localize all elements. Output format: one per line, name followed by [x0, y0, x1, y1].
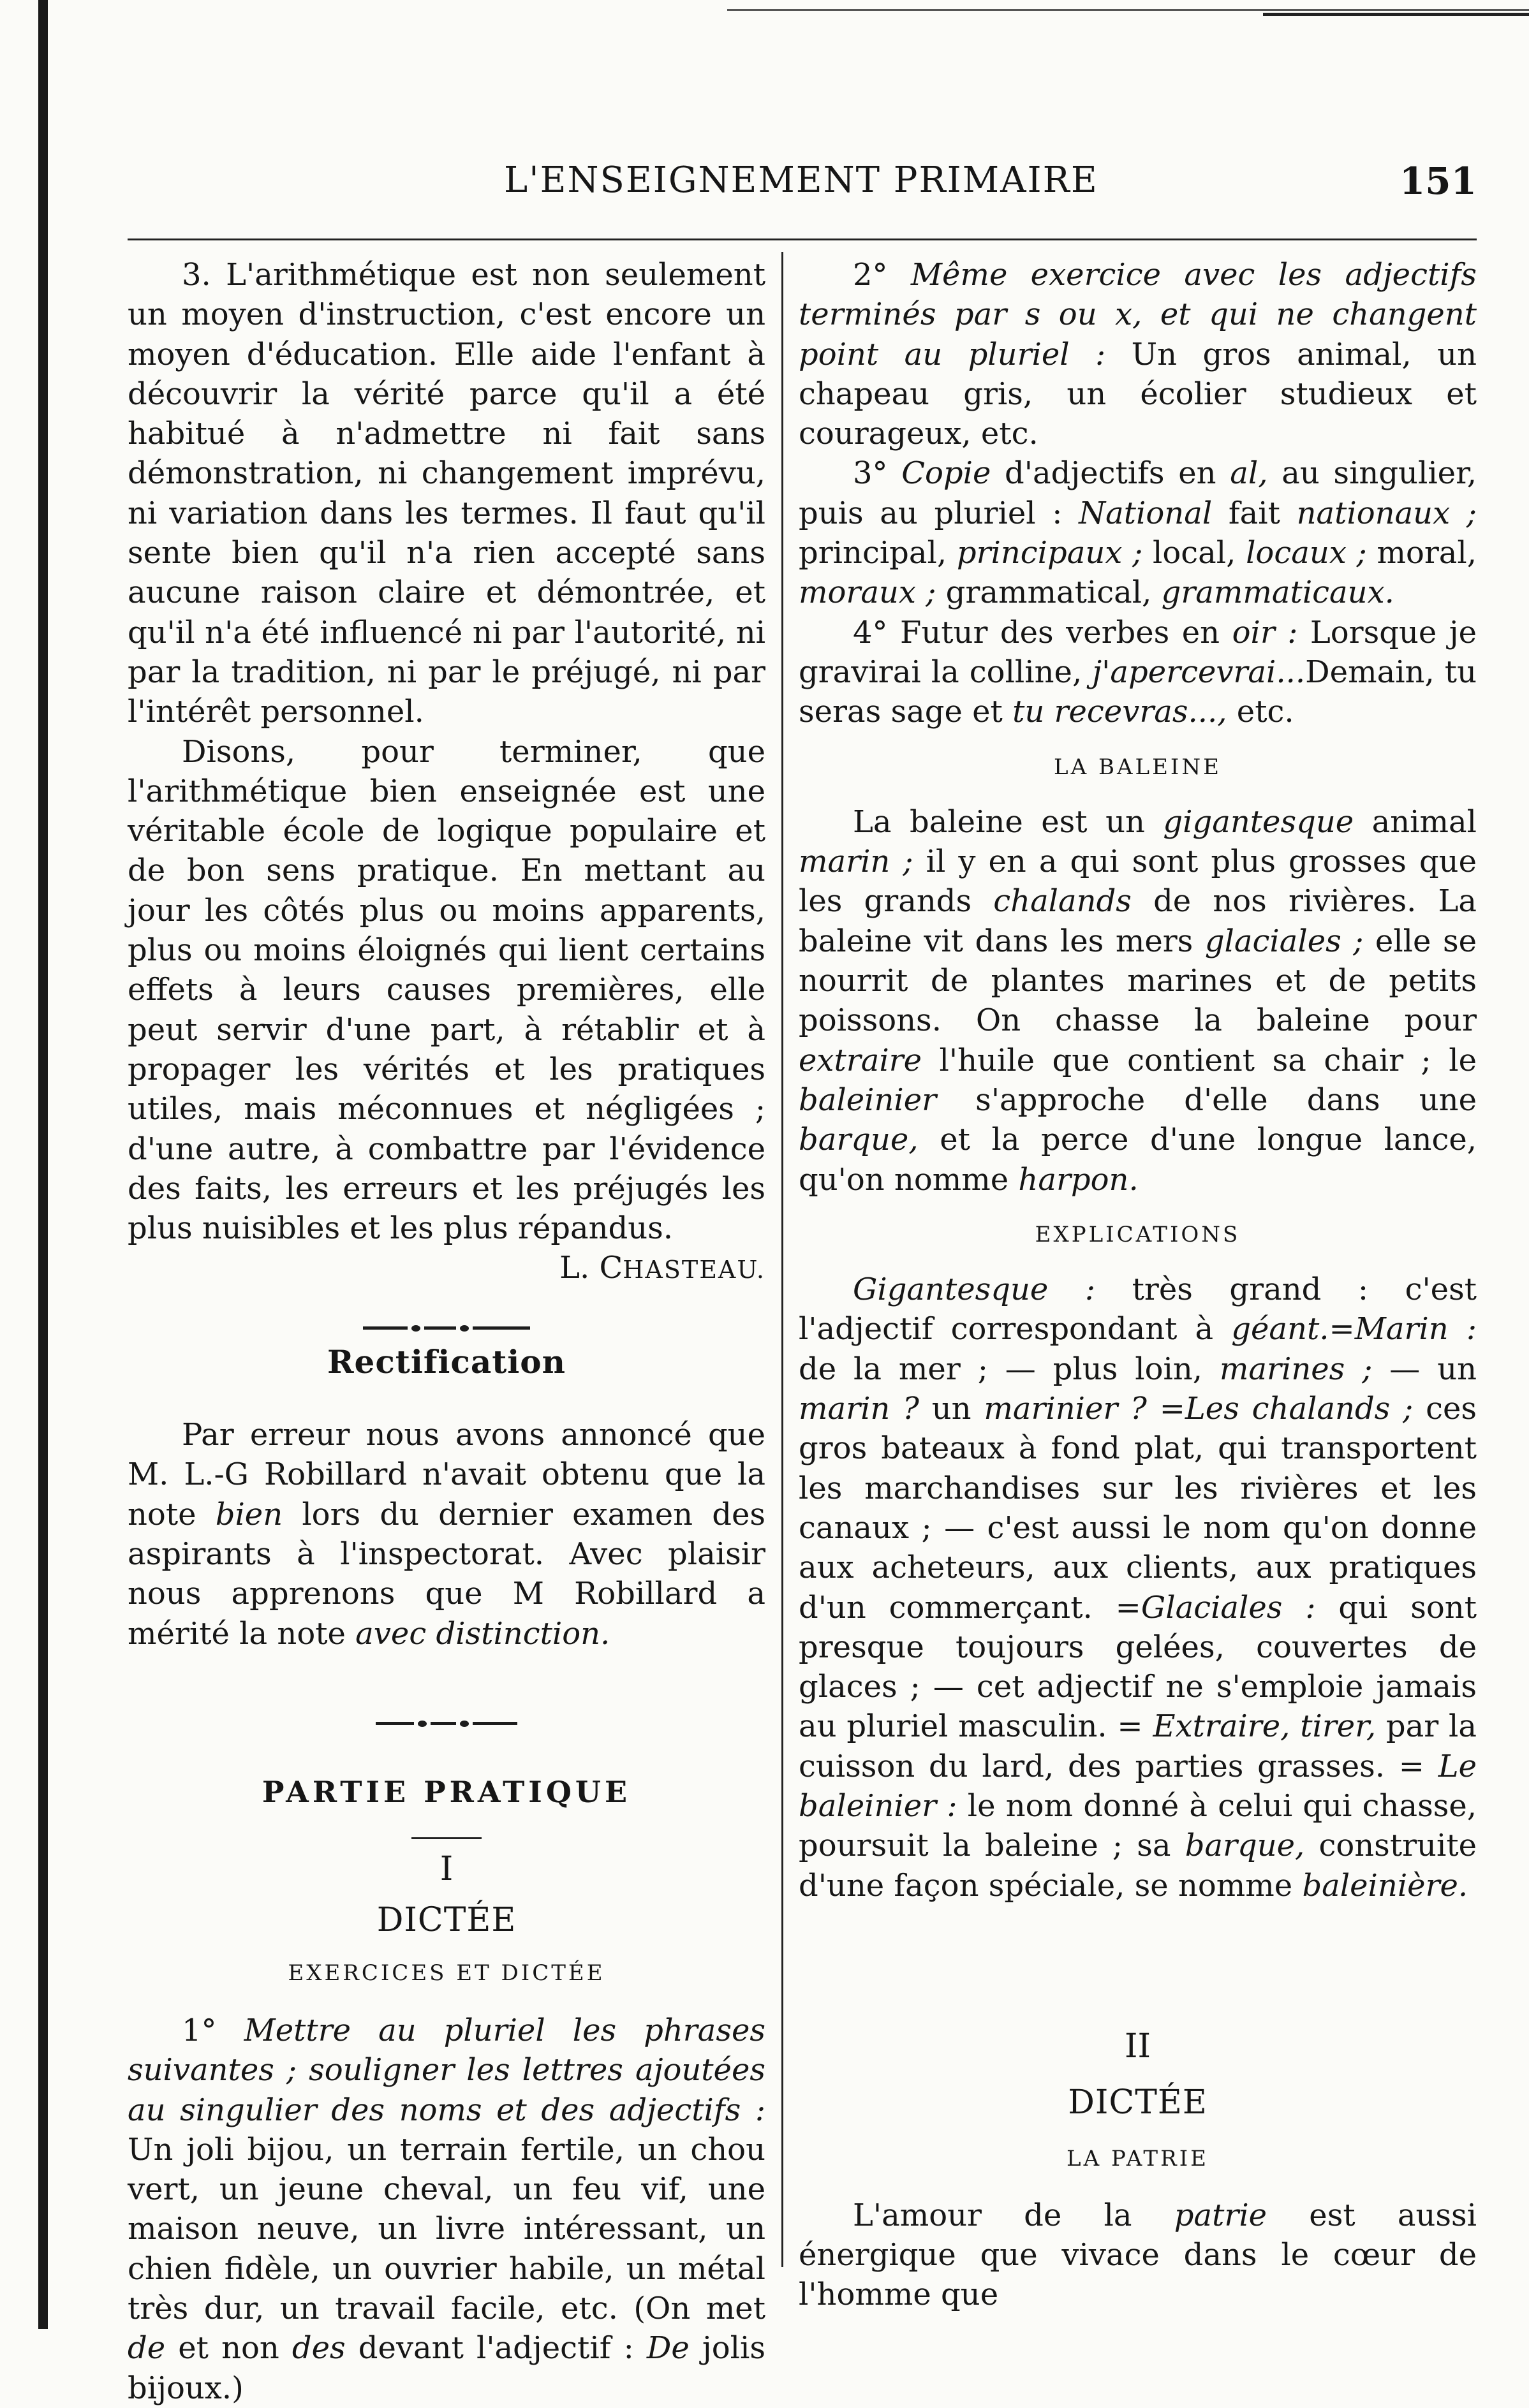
partie-pratique-title: PARTIE PRATIQUE	[262, 1774, 632, 1809]
exp-em: Gigantesque :	[853, 1272, 1096, 1308]
rect-em-bien: bien	[215, 1496, 283, 1532]
baleine-text	[799, 802, 1477, 1200]
pat-text: est aussi énergique que vivace dans le cœur de l'homme que	[799, 2197, 1477, 2313]
ex4-text: Futur des verbes en	[900, 614, 1232, 650]
ex1-em-des: des	[292, 2330, 346, 2367]
rect-em-distinction: avec distinction.	[355, 1615, 610, 1652]
bal-em: chalands	[993, 883, 1132, 920]
exercise-4	[799, 613, 1477, 732]
bal-text: elle se nourrit de plantes marines et de petits poissons. On chasse la baleine pour	[799, 923, 1477, 1039]
ex4-number: 4°	[853, 614, 901, 650]
top-edge-rule	[727, 9, 1529, 11]
ex2-instruction: Même exercice avec les adjectifs terminés par s ou x, et qui ne changent point au pluriel :	[799, 257, 1477, 372]
top-edge-rule-thick	[1263, 13, 1529, 16]
bal-text: l'huile que contient sa chair ; le	[922, 1042, 1477, 1078]
paragraph-conclusion: Disons, pour terminer, que l'arithmétique bien enseignée est une véritable école de logique populaire et de bon sens pratique. En mettant au jour les côtés plus ou moins apparents, plus ou moins éloignés qui lient certains effets à leurs causes premières, elle peut servir d'une part, à rétablir et à propager les vérités et les pratiques utiles, mais méconnues et négligées ; d'une autre, à combattre par l'évidence des faits, les erreurs et les préjugés les plus nuisibles et les plus répandus.	[128, 733, 765, 1247]
ex1-em-de: de	[128, 2330, 166, 2367]
ex3-em: locaux ;	[1246, 535, 1367, 571]
signature-rest: HASTEAU.	[623, 1256, 765, 1284]
exp-text: très grand : c'est l'adjectif correspondant à	[799, 1272, 1477, 1347]
exp-text: de la mer ; — plus loin,	[799, 1351, 1220, 1387]
ex4-text: etc.	[1227, 694, 1294, 730]
section-number-two: II	[1124, 2027, 1151, 2066]
exp-em: marines ;	[1219, 1351, 1373, 1387]
exp-em: Le baleinier :	[799, 1748, 1477, 1824]
exercise-1	[128, 2011, 765, 2408]
exp-text: construite d'une façon spéciale, se nomme	[799, 1828, 1477, 1904]
rect-text-a: Par erreur nous avons annoncé que M. L.-G Robillard n'avait obtenu que la note	[128, 1417, 765, 1532]
exercise-3	[799, 453, 1477, 612]
bal-em: glaciales ;	[1204, 923, 1364, 959]
bal-text: de nos rivières. La baleine vit dans les mers	[799, 883, 1477, 959]
ex1-text-a: Un joli bijou, un terrain fertile, un chou vert, un jeune cheval, un feu vif, une maison neuve, un livre intéressant, un chien fidèle, un ouvrier habile, un métal très dur, un travail facile, etc. (On met	[128, 2131, 765, 2327]
left-column	[128, 255, 765, 2408]
ex3-text: grammatical,	[936, 575, 1162, 611]
running-title: L'ENSEIGNEMENT PRIMAIRE	[504, 159, 1098, 201]
ex4-text: Lorsque je gravirai la colline,	[799, 614, 1477, 690]
ex1-em-De: De	[646, 2330, 690, 2367]
ornament-divider	[128, 1717, 765, 1730]
exp-text: qui sont presque toujours gelées, couvertes de glaces ; — cet adjectif ne s'emploie jamais au pluriel masculin. =	[799, 1589, 1477, 1745]
ex3-text: au singulier, puis au pluriel :	[799, 455, 1477, 531]
ex3-em: Copie	[901, 455, 991, 492]
section-number-one: I	[439, 1850, 454, 1889]
explications-text	[799, 1270, 1477, 1905]
rectification-title: Rectification	[327, 1342, 566, 1381]
ex4-em: oir :	[1232, 614, 1298, 650]
header-rule	[128, 239, 1477, 240]
exp-em: baleinière.	[1302, 1867, 1468, 1904]
exercise-2	[799, 255, 1477, 453]
exp-text: par la cuisson du lard, des parties grasses. =	[799, 1708, 1477, 1784]
exp-em: Glaciales :	[1141, 1589, 1316, 1626]
exp-em: géant.=Marin :	[1231, 1311, 1477, 1347]
ex3-text: d'adjectifs en	[991, 455, 1230, 492]
page-number: 151	[1399, 159, 1477, 203]
ex1-text-c: devant l'adjectif :	[345, 2330, 647, 2367]
ex4-em: tu recevras...,	[1012, 694, 1227, 730]
ex3-text: local,	[1142, 535, 1246, 571]
signature-initial: L. C	[559, 1250, 623, 1286]
bal-em: marin ;	[799, 844, 913, 880]
rectification-text	[128, 1415, 765, 1654]
exp-text: — un	[1372, 1351, 1477, 1387]
bal-em: harpon.	[1018, 1161, 1139, 1198]
ex3-em: grammaticaux.	[1161, 575, 1394, 611]
exp-em: marinier ? =Les chalands ;	[984, 1391, 1414, 1427]
ex3-em: principaux ;	[956, 535, 1143, 571]
bal-em: extraire	[799, 1042, 922, 1078]
ex4-em: j'apercevrai...	[1092, 654, 1306, 690]
exp-text: le nom donné à celui qui chasse, poursuit la baleine ; sa	[799, 1788, 1477, 1864]
column-divider	[781, 252, 783, 2267]
ex1-instruction: Mettre au pluriel les phrases suivantes ; souligner les lettres ajoutées au singulier des noms et des adjectifs :	[128, 2012, 766, 2128]
baleine-heading: LA BALEINE	[1054, 754, 1222, 780]
patrie-heading: LA PATRIE	[1067, 2146, 1209, 2172]
exp-em: marin ?	[799, 1391, 919, 1427]
dictee-heading: DICTÉE	[376, 1901, 517, 1940]
page-header	[128, 147, 1477, 210]
pat-em: patrie	[1174, 2197, 1267, 2233]
exp-em: Extraire, tirer,	[1153, 1708, 1377, 1745]
right-column	[799, 255, 1477, 2315]
ex3-em: moraux ;	[799, 575, 936, 611]
paragraph-arithmetique: 3. L'arithmétique est non seulement un moyen d'instruction, c'est encore un moyen d'éducation. Elle aide l'enfant à découvrir la vérité parce qu'il a été habitué à n'admettre ni fait sans démonstration, ni changement imprévu, ni variation dans les termes. Il faut qu'il sente bien qu'il n'a rien accepté sans aucune raison claire et démontrée, et qu'il n'a été influencé ni par l'autorité, ni par la tradition, ni par le préjugé, ni par l'intérêt personnel.	[128, 257, 765, 730]
pat-text: L'amour de la	[853, 2197, 1174, 2233]
ex3-em: al,	[1230, 455, 1268, 492]
exp-text: un	[919, 1391, 984, 1427]
bal-text: et la perce d'une longue lance, qu'on nomme	[799, 1122, 1477, 1198]
exercices-heading: EXERCICES ET DICTÉE	[288, 1960, 605, 1986]
ex4-text: Demain, tu seras sage et	[799, 654, 1477, 730]
rect-text-b: lors du dernier examen des aspirants à l'inspectorat. Avec plaisir nous apprenons que M Robillard a mérité la note	[128, 1496, 765, 1652]
binding-edge	[38, 0, 48, 2329]
ornament-divider	[128, 1322, 765, 1335]
exp-em: barque,	[1185, 1828, 1305, 1864]
explications-heading: EXPLICATIONS	[1035, 1221, 1241, 1247]
ex1-text-b: et non	[165, 2330, 292, 2367]
dictee-heading-2: DICTÉE	[1068, 2083, 1208, 2122]
ex3-em: nationaux ;	[1296, 495, 1477, 531]
patrie-text	[799, 2196, 1477, 2315]
ex2-number: 2°	[853, 257, 911, 293]
bal-em: barque,	[799, 1122, 919, 1158]
ex1-number: 1°	[182, 2012, 244, 2048]
ex2-text: Un gros animal, un chapeau gris, un écolier studieux et courageux, etc.	[799, 336, 1477, 452]
ex3-em: National	[1079, 495, 1213, 531]
bal-em: baleinier	[799, 1082, 937, 1118]
ex3-text: fait	[1212, 495, 1297, 531]
bal-text: La baleine est un	[853, 804, 1163, 840]
ex3-number: 3°	[853, 455, 902, 492]
bal-text: animal	[1354, 804, 1477, 840]
ex1-text-d: jolis bijoux.)	[128, 2330, 765, 2406]
bal-text: s'approche d'elle dans une	[936, 1082, 1477, 1118]
bal-text: il y en a qui sont plus grosses que les grands	[799, 844, 1477, 920]
exp-text: ces gros bateaux à fond plat, qui transportent les marchandises sur les rivières et les canaux ; — c'est aussi le nom qu'on donne aux acheteurs, aux clients, aux pratiques d'un commerçant. =	[799, 1391, 1477, 1626]
ex3-text: principal,	[799, 535, 957, 571]
bal-em: gigantesque	[1163, 804, 1354, 840]
ex3-text: moral,	[1366, 535, 1477, 571]
author-signature	[128, 1248, 765, 1289]
